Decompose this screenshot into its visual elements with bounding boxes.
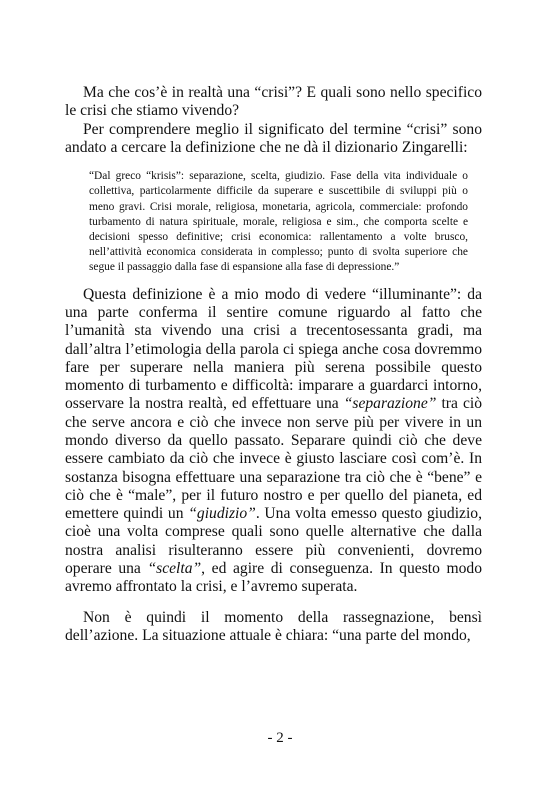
paragraph-3-text-d: , ed agire di conseguenza. In questo modo avremo affrontato la crisi, e l’avremo superata. — [65, 560, 483, 596]
page-number: - 2 - — [267, 730, 293, 746]
paragraph-2: Per comprendere meglio il significato del termine “crisi” sono andato a cercare la definizione che ne dà il dizionario Zingarelli: — [65, 120, 482, 156]
paragraph-3-text-c: . Una volta emesso questo giudizio, cioè una volta comprese quali sono quelle alternative che dalla nostra analisi risulteranno essere più convenienti, dovremo operare una — [65, 505, 482, 578]
paragraph-1: Ma che cos’è in realtà una “crisi”? E quali sono nello specifico le crisi che stiamo vivendo? — [65, 84, 482, 120]
paragraph-4: Non è quindi il momento della rassegnazione, bensì dell’azione. La situazione attuale è chiara: “una parte del mondo, — [65, 608, 482, 644]
paragraph-3-text-b: tra ciò che serve ancora e ciò che invece non serve più per vivere in un mondo diverso da quello passato. Separare quindi ciò che deve essere cambiato da ciò che invece è giusto lasciare così com’è. In sostanza bisogna effettuare una separazione tra ciò che è “bene” e ciò che è “male”, per il futuro nostro e per quello del pianeta, ed emettere quindi un — [65, 395, 482, 523]
paragraph-3-emphasis-scelta: “scelta” — [147, 560, 202, 578]
dictionary-quote: “Dal greco “krisis”: separazione, scelta, giudizio. Fase della vita individuale o collettiva, particolarmente difficile da superare e suscettibile di sviluppi più o meno gravi. Crisi morale, religiosa, monetaria, agricola, commerciale: profondo turbamento di natura spirituale, morale, religiosa e sim., che comporta scelte e decisioni spesso definitive; crisi economica: rallentamento a volte brusco, nell’attività economica considerata in complesso; punto di svolta superiore che segue il passaggio dalla fase di espansione alla fase di depressione.” — [89, 170, 468, 274]
paragraph-3-emphasis-giudizio: “giudizio” — [188, 505, 256, 523]
paragraph-3-text-a: Questa definizione è a mio modo di vedere “illuminante”: da una parte conferma il sentire comune riguardo al fatto che l’umanità sta vivendo una crisi a trecentosessanta gradi, ma dall’altra l’etimologia della parola ci spiega anche cosa dovremmo fare per superare nella maniera più serena possibile questo momento di turbamento e difficoltà: imparare a guardarci intorno, osservare la nostra realtà, ed effettuare una — [65, 285, 482, 413]
page-body — [65, 84, 482, 645]
paragraph-3-emphasis-separazione: “separazione” — [343, 395, 437, 413]
paragraph-3 — [65, 286, 482, 597]
